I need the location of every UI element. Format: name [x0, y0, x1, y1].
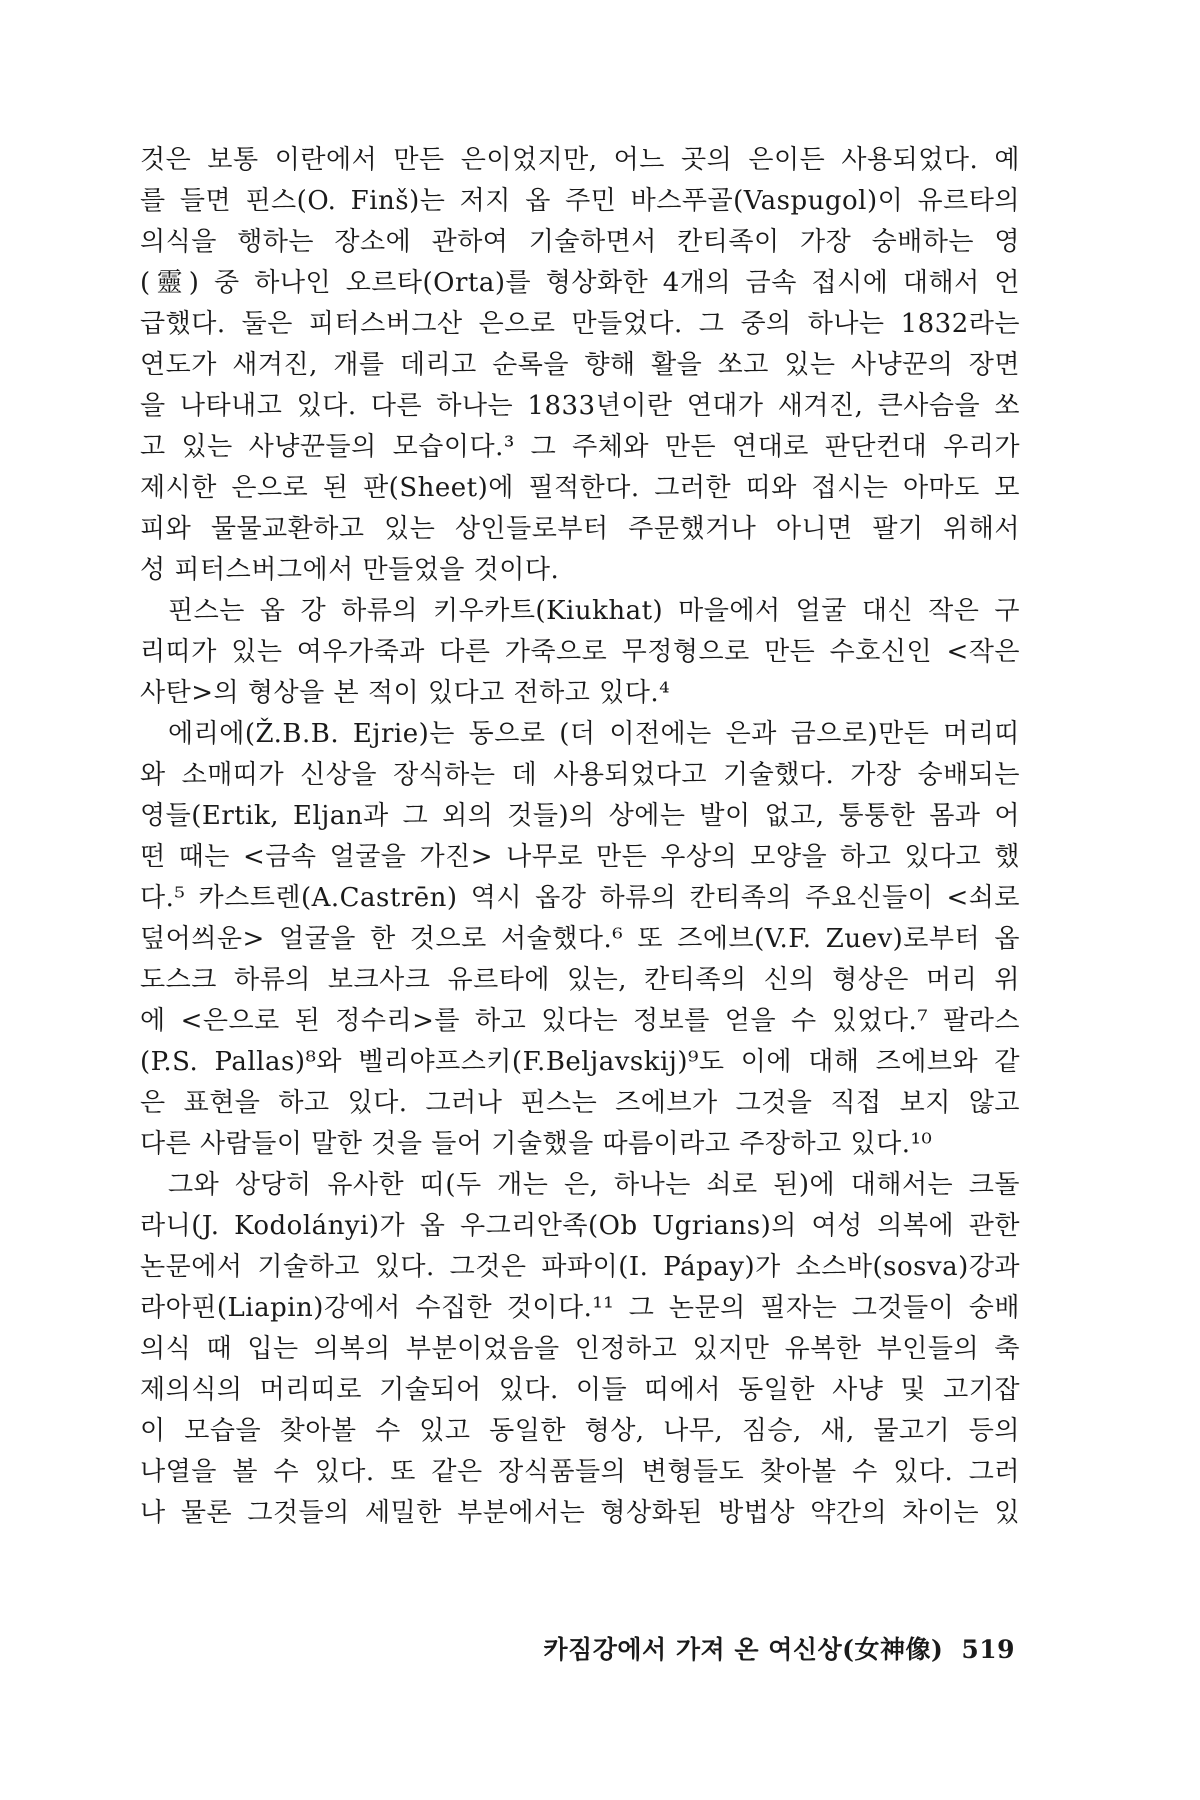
text-line: 은 표현을 하고 있다. 그러나 핀스는 즈에브가 그것을 직접 보지 않고 — [140, 1088, 1020, 1118]
text-line: 것은 보통 이란에서 만든 은이었지만, 어느 곳의 은이든 사용되었다. 예 — [140, 145, 1020, 175]
text-line: 나열을 볼 수 있다. 또 같은 장식품들의 변형들도 찾아볼 수 있다. 그러 — [140, 1457, 1020, 1487]
text-line: 급했다. 둘은 피터스버그산 은으로 만들었다. 그 중의 하나는 1832라는 — [140, 309, 1020, 339]
text-line: 제의식의 머리띠로 기술되어 있다. 이들 띠에서 동일한 사냥 및 고기잡 — [140, 1375, 1020, 1405]
text-line: 라아핀(Liapin)강에서 수집한 것이다.¹¹ 그 논문의 필자는 그것들이 숭배 — [140, 1293, 1020, 1323]
text-line: 의식 때 입는 의복의 부분이었음을 인정하고 있지만 유복한 부인들의 축 — [140, 1334, 1020, 1364]
text-line: 도스크 하류의 보크사크 유르타에 있는, 칸티족의 신의 형상은 머리 위 — [140, 965, 1020, 995]
text-line: 와 소매띠가 신상을 장식하는 데 사용되었다고 기술했다. 가장 숭배되는 — [140, 760, 1020, 790]
text-line: 사탄>의 형상을 본 적이 있다고 전하고 있다.⁴ — [140, 678, 671, 708]
text-line: 떤 때는 <금속 얼굴을 가진> 나무로 만든 우상의 모양을 하고 있다고 했 — [140, 842, 1020, 872]
text-line: 에 <은으로 된 정수리>를 하고 있다는 정보를 얻을 수 있었다.⁷ 팔라스 — [140, 1006, 1020, 1036]
text-line: 나 물론 그것들의 세밀한 부분에서는 형상화된 방법상 약간의 차이는 있 — [140, 1498, 1020, 1528]
text-line: 피와 물물교환하고 있는 상인들로부터 주문했거나 아니면 팔기 위해서 — [140, 514, 1020, 544]
text-line: 라니(J. Kodolányi)가 옵 우그리안족(Ob Ugrians)의 여성 의복에 관한 — [140, 1211, 1020, 1241]
text-line: 이 모습을 찾아볼 수 있고 동일한 형상, 나무, 짐승, 새, 물고기 등의 — [140, 1416, 1020, 1446]
body-text — [140, 140, 1020, 1534]
text-line: 그와 상당히 유사한 띠(두 개는 은, 하나는 쇠로 된)에 대해서는 크돌 — [168, 1170, 1020, 1200]
running-title: 카짐강에서 가져 온 여신상(女神像) — [543, 1635, 944, 1664]
text-line: 의식을 행하는 장소에 관하여 기술하면서 칸티족이 가장 숭배하는 영 — [140, 227, 1020, 257]
text-line: (P.S. Pallas)⁸와 벨리야프스키(F.Beljavskij)⁹도 이에 대해 즈에브와 같 — [140, 1047, 1020, 1077]
running-footer — [543, 1630, 1015, 1666]
text-line: 을 나타내고 있다. 다른 하나는 1833년이란 연대가 새겨진, 큰사슴을 쏘 — [140, 391, 1020, 421]
text-line: 성 피터스버그에서 만들었을 것이다. — [140, 555, 560, 585]
text-line: 를 들면 핀스(O. Finš)는 저지 옵 주민 바스푸골(Vaspugol)이 유르타의 — [140, 186, 1020, 216]
page-number: 519 — [961, 1635, 1015, 1664]
text-line: 영들(Ertik, Eljan과 그 외의 것들)의 상에는 발이 없고, 퉁퉁한 몸과 어 — [140, 801, 1020, 831]
text-line: 논문에서 기술하고 있다. 그것은 파파이(I. Pápay)가 소스바(sosva)강과 — [140, 1252, 1020, 1282]
text-line: 에리에(Ž.B.B. Ejrie)는 동으로 (더 이전에는 은과 금으로)만든 머리띠 — [168, 719, 1020, 749]
text-line: 리띠가 있는 여우가죽과 다른 가죽으로 무정형으로 만든 수호신인 <작은 — [140, 637, 1020, 667]
text-line: 다.⁵ 카스트렌(A.Castrēn) 역시 옵강 하류의 칸티족의 주요신들이 <쇠로 — [140, 883, 1020, 913]
text-line: (靈) 중 하나인 오르타(Orta)를 형상화한 4개의 금속 접시에 대해서 언 — [140, 268, 1020, 298]
text-line: 다른 사람들이 말한 것을 들어 기술했을 따름이라고 주장하고 있다.¹⁰ — [140, 1129, 933, 1159]
text-line: 연도가 새겨진, 개를 데리고 순록을 향해 활을 쏘고 있는 사냥꾼의 장면 — [140, 350, 1020, 380]
text-line: 제시한 은으로 된 판(Sheet)에 필적한다. 그러한 띠와 접시는 아마도 모 — [140, 473, 1020, 503]
text-line: 고 있는 사냥꾼들의 모습이다.³ 그 주체와 만든 연대로 판단컨대 우리가 — [140, 432, 1020, 462]
text-line: 핀스는 옵 강 하류의 키우카트(Kiukhat) 마을에서 얼굴 대신 작은 구 — [168, 596, 1020, 626]
text-line: 덮어씌운> 얼굴을 한 것으로 서술했다.⁶ 또 즈에브(V.F. Zuev)로부터 옵 — [140, 924, 1020, 954]
